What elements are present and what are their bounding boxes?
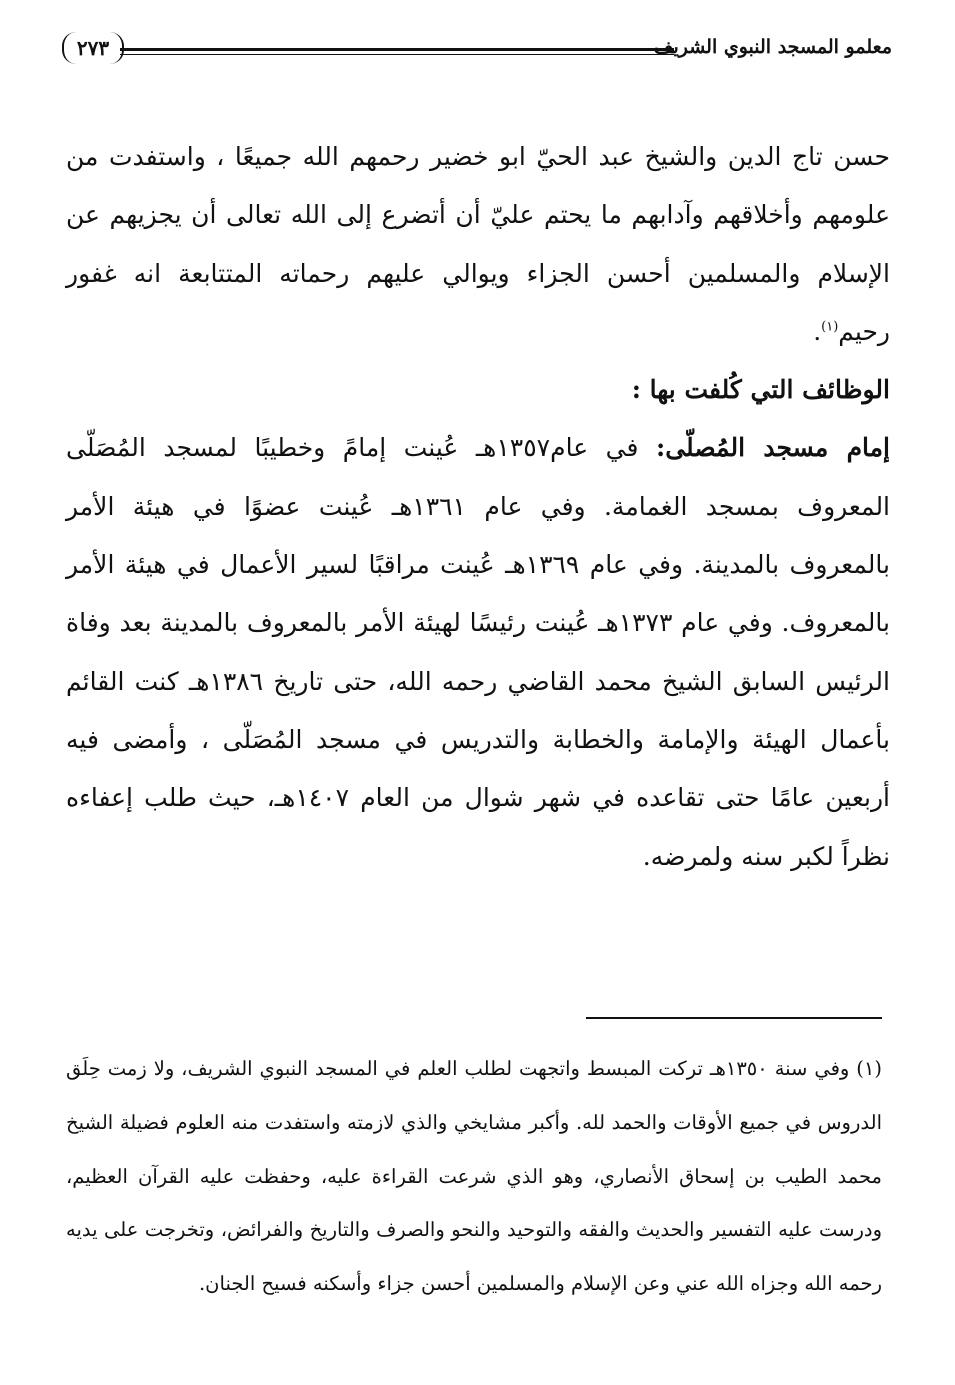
footnote-marker: (١) [821, 319, 839, 335]
paragraph-duties [66, 419, 890, 885]
footnote-separator [586, 1017, 882, 1019]
footnote-text: (١) وفي سنة ١٣٥٠هـ تركت المبسط واتجهت لطلب العلم في المسجد النبوي الشريف، ولا زمت حِلَق الدروس في جميع الأوقات والحمد لله. وأكبر مشايخي والذي لازمته واستفدت منه العلوم فضيلة الشيخ محمد الطيب بن إسحاق الأنصاري، وهو الذي شرعت القراءة عليه، وحفظت عليه القرآن العظيم، ودرست عليه التفسير والحديث والفقه والتوحيد والنحو والصرف والتاريخ والفرائض، وتخرجت على يديه رحمه الله وجزاه الله عني وعن الإسلام والمسلمين أحسن جزاء وأسكنه فسيح الجنان. [66, 1057, 883, 1296]
header-rule [120, 48, 674, 55]
running-title: معلمو المسجد النبوي الشريف [653, 36, 892, 58]
section-heading: الوظائف التي كُلفت بها : [631, 375, 890, 405]
duty-term: إمام مسجد المُصلّى: [655, 433, 890, 463]
page-header [62, 28, 892, 72]
footnote [66, 1042, 882, 1311]
paragraph-intro [66, 128, 890, 361]
paragraph-intro-end: . [813, 316, 822, 346]
paragraph-intro-text: حسن تاج الدين والشيخ عبد الحيّ ابو خضير رحمهم الله جميعًا ، واستفدت من علومهم وأخلاقهم وآدابهم ما يحتم عليّ أن أتضرع إلى الله تعالى أن يجزيهم عن الإسلام والمسلمين أحسن الجزاء ويوالي عليهم رحماته المتتابعة انه غفور رحيم [66, 142, 890, 346]
page-number: ٢٧٣ [62, 32, 124, 64]
paragraph-duties-text: في عام١٣٥٧هـ عُينت إمامً وخطيبًا لمسجد المُصَلّى المعروف بمسجد الغمامة. وفي عام ١٣٦١هـ عُينت عضوًا في هيئة الأمر بالمعروف بالمدينة. وفي عام ١٣٦٩هـ عُينت مراقبًا لسير الأعمال في هيئة الأمر بالمعروف. وفي عام ١٣٧٣هـ عُينت رئيسًا لهيئة الأمر بالمعروف بالمدينة بعد وفاة الرئيس السابق الشيخ محمد القاضي رحمه الله، حتى تاريخ ١٣٨٦هـ كنت القائم بأعمال الهيئة والإمامة والخطابة والتدريس في مسجد المُصَلّى ، وأمضى فيه أربعين عامًا حتى تقاعده في شهر شوال من العام ١٤٠٧هـ، حيث طلب إعفاءه نظراً لكبر سنه ولمرضه. [66, 433, 891, 871]
main-text [66, 128, 890, 886]
